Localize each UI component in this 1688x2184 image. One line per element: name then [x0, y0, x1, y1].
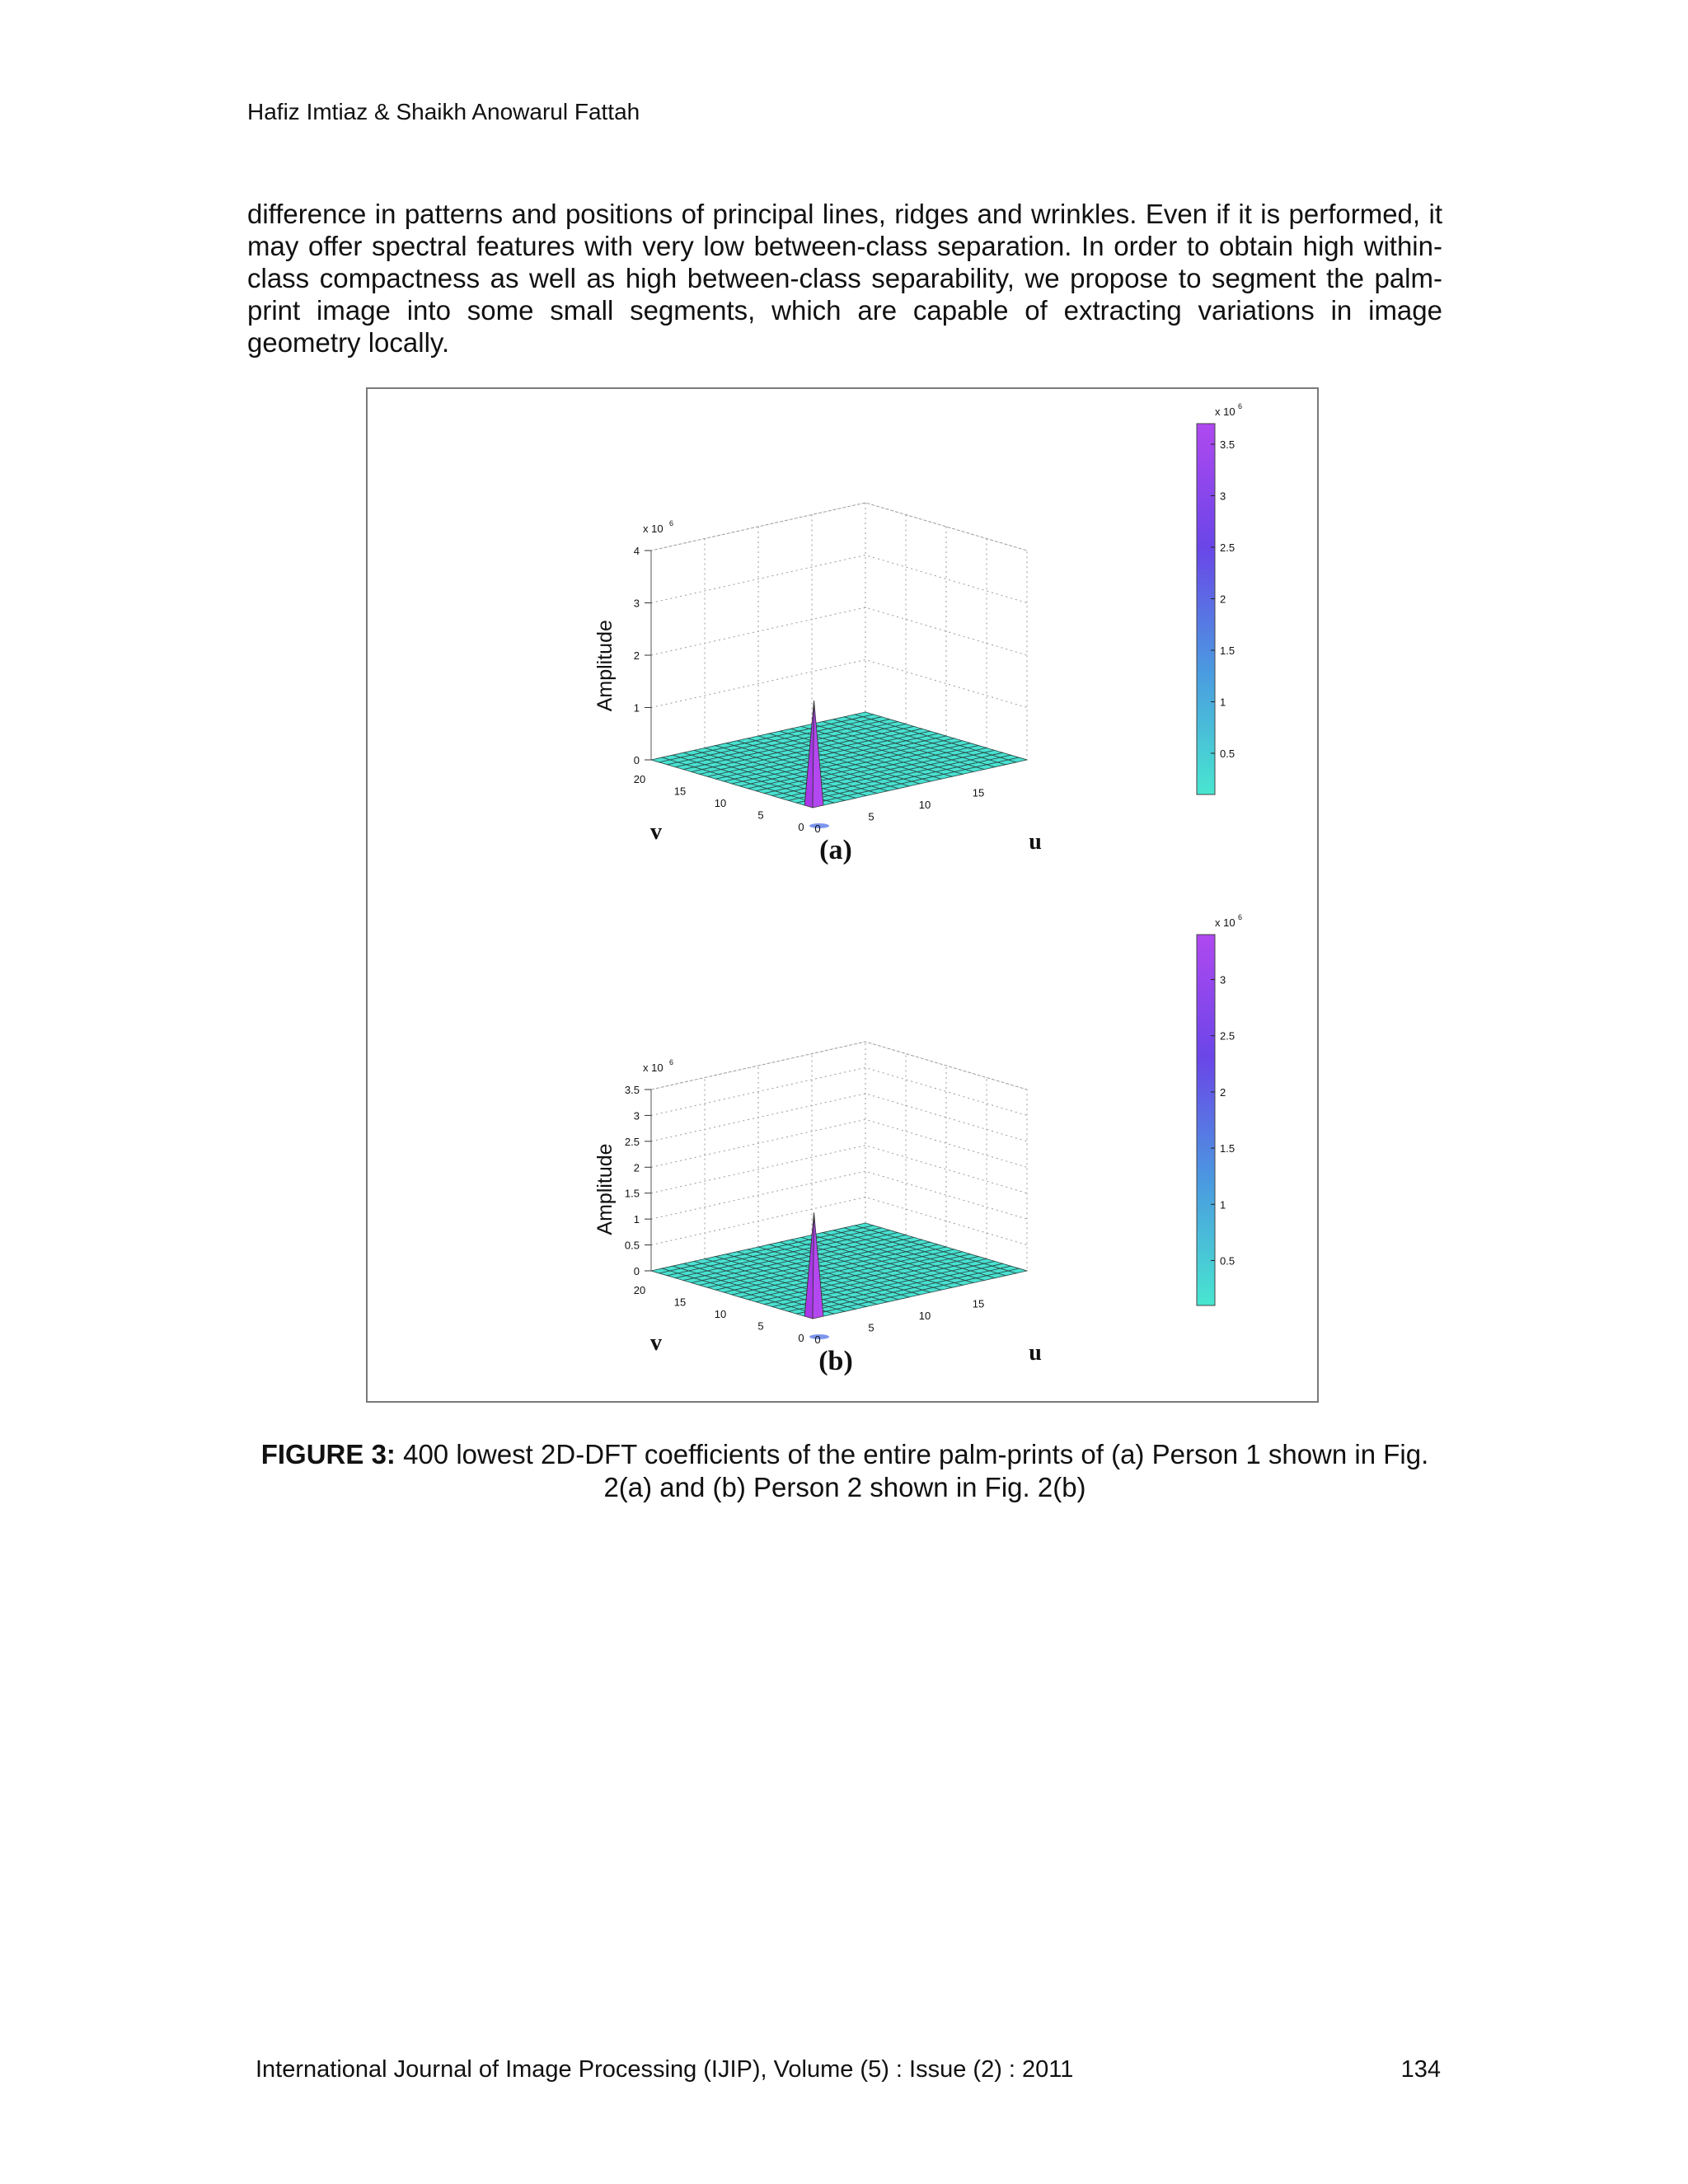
plot-b-v-tick-label: 20: [633, 1284, 646, 1296]
plot-b-v-label: v: [650, 1330, 662, 1356]
plot-a-v-label: v: [650, 819, 662, 845]
surface-plot-b-svg: [368, 900, 1320, 1394]
plot-a-zgrid-3: [651, 555, 1027, 603]
plot-b-panel-label: (b): [818, 1346, 853, 1376]
plot-b-z-tick-label: 2.5: [624, 1135, 640, 1148]
page-footer: [256, 2056, 1441, 2083]
page-number: 134: [1400, 2056, 1441, 2083]
plot-b-colorbar-scale-label: x 10: [1215, 916, 1236, 929]
body-paragraph: difference in patterns and positions of principal lines, ridges and wrinkles. Even if it is performed, it may offer spectral features with very low between-class separation. In order to obtain high within-class compactness as well as high between-class separability, we propose to segment the palm-print image into some small segments, which are capable of extracting variations in image geometry locally.: [247, 199, 1442, 358]
plot-b-z-tick-label: 2: [633, 1161, 640, 1174]
plot-b-zgrid-6: [651, 1067, 1027, 1115]
plot-a-colorbar-tick-label: 2: [1220, 593, 1226, 606]
surface-plot-a-svg: [368, 389, 1320, 883]
plot-b-colorbar-scale-exp: 6: [1238, 913, 1243, 921]
plot-a-u-tick-label: 0: [814, 823, 821, 835]
plot-a-colorbar-tick-label: 2.5: [1220, 541, 1236, 554]
plot-a-z-tick-label: 1: [633, 701, 640, 715]
plot-b-z-axis: [593, 1058, 673, 1277]
plot-b-colorbar: [1197, 913, 1242, 1305]
plot-a-colorbar-scale-exp: 6: [1238, 402, 1243, 410]
plot-a-u-tick-label: 5: [868, 810, 874, 823]
figure-caption: [247, 1438, 1442, 1504]
plot-a-colorbar-tick-label: 1: [1220, 696, 1226, 709]
plot-a-z-tick-label: 4: [633, 545, 640, 557]
plot-b-z-scale-exp: 6: [669, 1058, 674, 1066]
plot-a-v-tick-label: 15: [673, 785, 687, 798]
plot-a-z-label: Amplitude: [593, 620, 617, 712]
plot-b-z-tick-label: 3: [633, 1109, 640, 1122]
plot-b-u-tick-label: 10: [918, 1310, 931, 1322]
figure-3: [366, 387, 1319, 1403]
plot-a-colorbar-tick-label: 1.5: [1220, 644, 1236, 657]
plot-b-v-tick-label: 0: [798, 1332, 804, 1344]
plot-a-zgrid-4: [651, 503, 1027, 551]
plot-b-colorbar-tick-label: 2: [1220, 1085, 1226, 1099]
plot-b-colorbar-tick-label: 1: [1220, 1198, 1226, 1212]
running-header: Hafiz Imtiaz & Shaikh Anowarul Fattah: [247, 99, 640, 124]
plot-b-z-label: Amplitude: [593, 1143, 617, 1235]
plot-a-z-tick-label: 0: [633, 754, 640, 766]
plot-a-v-tick-label: 5: [757, 808, 764, 822]
plot-b-zgrid-7: [651, 1042, 1027, 1090]
plot-b-zgrid-5: [651, 1094, 1027, 1141]
plot-b-z-tick-label: 0: [633, 1265, 640, 1277]
plot-a-zgrid-2: [651, 607, 1027, 655]
plot-a-colorbar-rect: [1197, 424, 1215, 794]
plot-b-z-tick-label: 3.5: [624, 1084, 640, 1096]
plot-a-u-label: u: [1029, 829, 1042, 855]
plot-a-colorbar-tick-label: 3.5: [1220, 438, 1236, 451]
plot-b-group: [593, 913, 1242, 1376]
plot-b-z-scale-label: x 10: [643, 1062, 663, 1074]
plot-b-zgrid-4: [651, 1119, 1027, 1167]
plot-b-colorbar-rect: [1197, 935, 1215, 1305]
surface-plot-a: [368, 389, 1320, 883]
plot-b-colorbar-tick-label: 0.5: [1220, 1254, 1236, 1268]
plot-b-v-tick-label: 10: [714, 1308, 727, 1320]
plot-a-surface: [651, 701, 1027, 808]
plot-b-u-label: u: [1029, 1340, 1042, 1366]
plot-b-z-tick-label: 1.5: [624, 1187, 640, 1200]
surface-plot-b: [368, 900, 1320, 1394]
plot-b-zgrid-2: [651, 1171, 1027, 1219]
plot-b-colorbar-tick-label: 1.5: [1220, 1142, 1236, 1155]
plot-a-panel-label: (a): [819, 835, 852, 865]
footer-journal: International Journal of Image Processing (IJIP), Volume (5) : Issue (2) : 2011: [256, 2056, 1074, 2083]
plot-a-z-tick-label: 2: [633, 649, 640, 662]
plot-b-u-tick-label: 15: [972, 1297, 985, 1310]
plot-a-z-scale-exp: 6: [669, 519, 674, 527]
plot-b-surface: [651, 1212, 1027, 1319]
caption-lead: FIGURE 3:: [260, 1439, 396, 1469]
plot-a-u-tick-label: 10: [918, 799, 931, 811]
plot-b-zgrid-3: [651, 1146, 1027, 1193]
plot-b-colorbar-tick-label: 2.5: [1220, 1029, 1236, 1043]
plot-a-group: [593, 402, 1242, 865]
plot-a-colorbar-tick-label: 3: [1220, 490, 1226, 503]
plot-a-z-axis: [593, 519, 673, 766]
caption-text: 400 lowest 2D-DFT coefficients of the entire palm-prints of (a) Person 1 shown in Fig. 2(a) and (b) Person 2 shown in Fig. 2(b): [395, 1439, 1429, 1502]
plot-a-colorbar: [1197, 402, 1242, 794]
plot-a-v-tick-label: 10: [714, 797, 727, 809]
plot-a-z-scale-label: x 10: [643, 523, 663, 535]
plot-a-z-tick-label: 3: [633, 597, 640, 610]
plot-b-z-tick-label: 0.5: [624, 1239, 640, 1252]
plot-b-u-tick-label: 0: [814, 1333, 821, 1346]
plot-a-v-tick-label: 20: [633, 773, 646, 785]
plot-a-colorbar-scale-label: x 10: [1215, 405, 1236, 418]
plot-a-v-tick-label: 0: [798, 821, 804, 833]
plot-b-v-tick-label: 5: [757, 1319, 764, 1333]
plot-a-u-tick-label: 15: [972, 786, 985, 799]
plot-a-zgrid-1: [651, 660, 1027, 708]
plot-b-u-tick-label: 5: [868, 1321, 874, 1334]
plot-b-colorbar-tick-label: 3: [1220, 973, 1226, 987]
plot-a-colorbar-tick-label: 0.5: [1220, 748, 1236, 760]
plot-b-z-tick-label: 1: [633, 1213, 640, 1226]
plot-b-v-tick-label: 15: [673, 1296, 687, 1309]
